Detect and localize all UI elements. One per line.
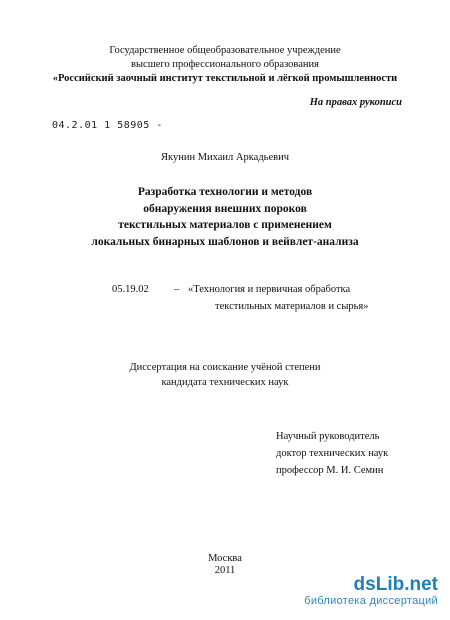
watermark-brand: dsLib.net (353, 574, 438, 595)
title-line-4: локальных бинарных шаблонов и вейвлет-анализа (91, 235, 359, 248)
institution-line-3: «Российский заочный институт текстильной и лёгкой промышленности (52, 73, 398, 84)
watermark-tagline: библиотека диссертаций (304, 595, 438, 607)
supervisor-block (276, 428, 388, 479)
institution-line-1: Государственное общеобразовательное учреждение (109, 45, 341, 56)
library-stamp: 04.2.01 1 58905 - (52, 120, 163, 131)
city-name: Москва (208, 553, 242, 564)
specialty-dash: – (174, 284, 180, 295)
dslib-watermark[interactable] (304, 575, 438, 608)
year: 2011 (214, 565, 236, 576)
thesis-line-2: кандидата технических наук (161, 377, 289, 388)
title-line-2: обнаружения внешних пороков (143, 202, 307, 215)
institution-line-2: высшего профессионального образования (131, 59, 319, 70)
thesis-title (0, 184, 450, 250)
title-line-3: текстильных материалов с применением (118, 219, 332, 231)
author-name: Якунин Михаил Аркадьевич (161, 152, 289, 163)
specialty-name-line-2: текстильных материалов и сырья» (215, 301, 369, 312)
rights-note: На правах рукописи (309, 97, 402, 108)
supervisor-degree: доктор технических наук (276, 448, 389, 459)
supervisor-role: Научный руководитель (276, 431, 380, 442)
thesis-line-1: Диссертация на соискание учёной степени (129, 362, 321, 373)
thesis-degree (0, 360, 450, 390)
title-line-1: Разработка технологии и методов (137, 186, 313, 198)
supervisor-name: профессор М. И. Семин (276, 465, 384, 476)
specialty-code: 05.19.02 (112, 284, 149, 295)
specialty-name-line-1: «Технология и первичная обработка (188, 284, 351, 295)
institution-header (0, 44, 450, 86)
